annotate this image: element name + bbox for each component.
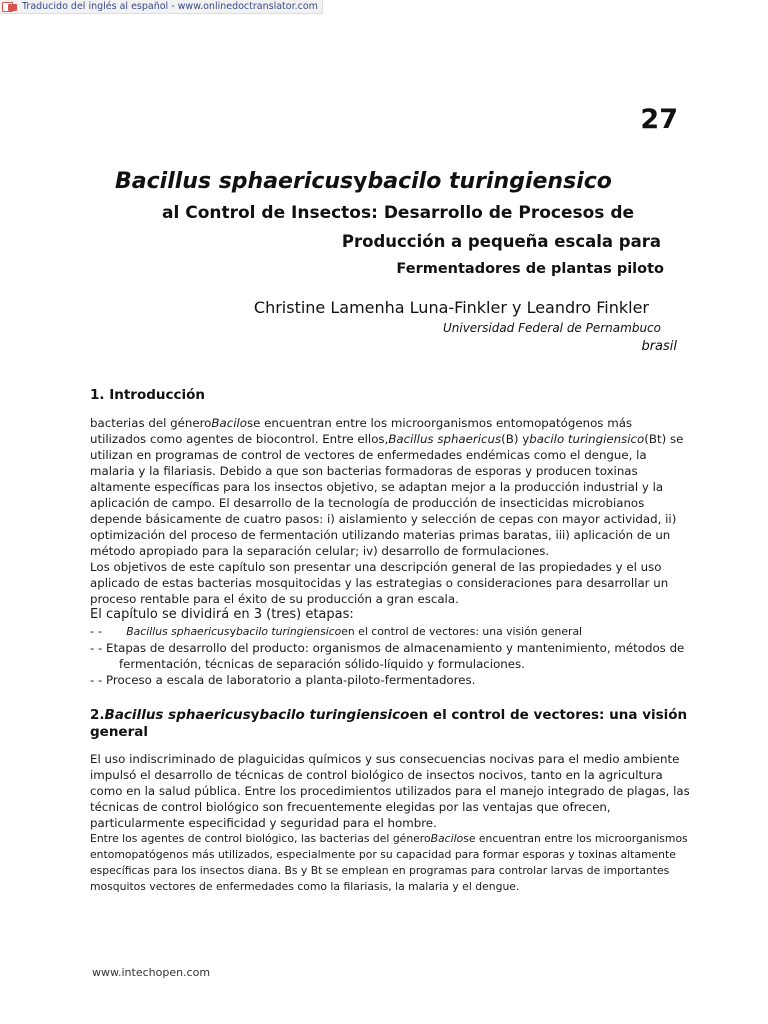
text-run: en el control de vectores: una visión general <box>341 625 583 638</box>
text-run: bacterias del género <box>90 416 212 430</box>
text-run: y <box>250 707 260 723</box>
title-line-4: Fermentadores de plantas piloto <box>396 261 664 277</box>
title-species-b: bacilo turingiensico <box>367 169 612 194</box>
list-bullet: - - <box>90 624 103 638</box>
title-conjunction: y <box>353 169 368 194</box>
text-run-italic: bacilo turingiensico <box>235 625 342 638</box>
text-run: se encuentran entre los microorganismos entomopatógenos más utilizados, especialmente por su capacidad para formar esporas y toxinas altamente específicas para los insectos diana. Bs y Bt se emplean en programas para controlar larvas de importantes mosquitos vectores de enfermedades como la filariasis, la malaria y el dengue. <box>90 832 688 893</box>
text-run-italic: bacilo turingiensico <box>259 707 410 723</box>
title-line-3: Producción a pequeña escala para <box>341 232 661 251</box>
text-run-italic: Bacillus sphaericus <box>126 625 230 638</box>
footer-link[interactable]: www.intechopen.com <box>92 966 211 979</box>
title-species-a: Bacillus sphaericus <box>115 169 354 194</box>
text-run-italic: Bacillus sphaericus <box>104 707 251 723</box>
text-run: en el control de vectores: una visión general <box>90 707 688 740</box>
section-1-paragraph-2: Los objetivos de este capítulo son presentar una descripción general de las propiedades y el uso aplicado de estas bacterias mosquitocidas y las estrategias o consideraciones para desarrollar un proceso rentable para el éxito de su producción a gran escala. <box>90 560 669 606</box>
list-item <box>90 623 690 640</box>
section-2-heading <box>90 707 690 741</box>
section-2 <box>90 707 690 895</box>
section-2-paragraph-1: El uso indiscriminado de plaguicidas químicos y sus consecuencias nocivas para el medio ambiente impulsó el desarrollo de técnicas de control biológico de insectos nocivos, tanto en la agricultura como en la salud pública. Entre los procedimientos utilizados para el manejo integrado de plagas, las técnicas de control biológico son frecuentemente elegidas por las ventajas que ofrecen, particularmente especificidad y seguridad para el hombre. <box>90 752 690 830</box>
list-item: - - Etapas de desarrollo del producto: organismos de almacenamiento y mantenimiento, métodos de <box>90 641 685 655</box>
country: brasil <box>641 339 677 354</box>
text-run-italic: Bacilo <box>430 832 464 845</box>
translator-banner[interactable] <box>0 0 323 14</box>
text-run-italic: Bacilo <box>211 416 247 430</box>
heading-number: 2. <box>90 707 105 723</box>
authors: Christine Lamenha Luna-Finkler y Leandro Finkler <box>253 298 649 317</box>
section-1-heading: 1. Introducción <box>90 387 206 403</box>
section-1 <box>90 387 690 688</box>
section-1-paragraph-3: El capítulo se dividirá en 3 (tres) etapas: <box>90 607 354 622</box>
list-item-continuation: fermentación, técnicas de separación sólido-líquido y formulaciones. <box>119 657 525 671</box>
section-2-paragraph-2 <box>90 831 690 895</box>
title-line-1 <box>115 169 612 194</box>
list-item: - - Proceso a escala de laboratorio a planta-piloto-fermentadores. <box>90 673 476 687</box>
section-1-paragraph-1 <box>90 415 690 559</box>
affiliation: Universidad Federal de Pernambuco <box>442 321 661 335</box>
title-line-2: al Control de Insectos: Desarrollo de Procesos de <box>162 203 635 223</box>
text-run: (Bt) se utilizan en programas de control de vectores de enfermedades endémicas como el dengue, la malaria y la filariasis. Debido a que son bacterias formadoras de esporas y producen toxinas altamente específicas para los insectos objetivo, se adaptan mejor a la producción industrial y la aplicación de campo. El desarrollo de la tecnología de producción de insecticidas microbianos depende básicamente de cuatro pasos: i) aislamiento y selección de cepas con mayor actividad, ii) optimización del proceso de fermentación utilizando materias primas baratas, iii) aplicación de un método apropiado para la separación celular; iv) desarrollo de formulaciones. <box>90 432 684 558</box>
text-run-italic: bacilo turingiensico <box>529 432 645 446</box>
translate-doc-icon <box>2 1 19 12</box>
text-run: (B) y <box>501 432 530 446</box>
text-run-italic: Bacillus sphaericus <box>388 432 502 446</box>
chapter-number: 27 <box>640 104 678 135</box>
text-run: se encuentran entre los microorganismos entomopatógenos más utilizados como agentes de biocontrol. Entre ellos, <box>90 416 633 446</box>
banner-text: Traducido del inglés al español - www.onlinedoctranslator.com <box>22 1 318 12</box>
text-run: Entre los agentes de control biológico, las bacterias del género <box>90 832 431 845</box>
text-run: y <box>229 625 236 638</box>
